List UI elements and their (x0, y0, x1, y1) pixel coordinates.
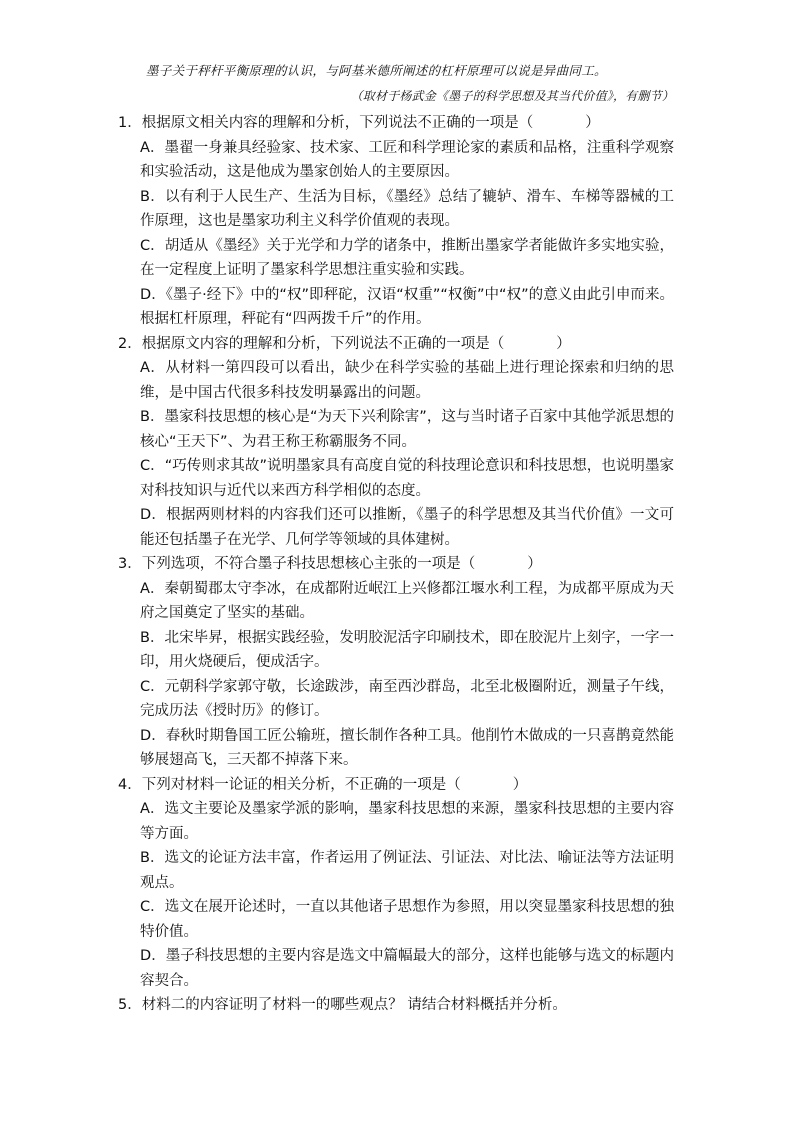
question-stem (118, 773, 674, 798)
option-b: B．北宋毕昇，根据实践经验，发明胶泥活字印刷技术，即在胶泥片上刻字，一字一印，用火烧硬后，便成活字。 (140, 629, 674, 670)
question-stem (118, 993, 674, 1018)
intro-paragraph: 墨子关于秤杆平衡原理的认识，与阿基米德所阐述的杠杆原理可以说是异曲同工。 (146, 63, 607, 78)
option-c: C．元朝科学家郭守敬，长途跋涉，南至西沙群岛，北至北极圈附近，测量子午线，完成历法《授时历》的修订。 (140, 678, 674, 719)
question-stem-text: 4．下列对材料一论证的相关分析，不正确的一项是（ (118, 776, 461, 793)
option-a: A．从材料一第四段可以看出，缺少在科学实验的基础上进行理论探索和归纳的思维，是中国古代很多科技发明暴露出的问题。 (140, 360, 674, 401)
option-c: C．选文在展开论述时，一直以其他诸子思想作为参照，用以突显墨家科技思想的独特价值。 (140, 899, 674, 940)
option-d: D．《墨子·经下》中的“权”即秤砣，汉语“权重”“权衡”中“权”的意义由此引申而来。根据杠杆原理，秤砣有“四两拨千斤”的作用。 (140, 286, 674, 327)
question-stem-text: 2．根据原文内容的理解和分析，下列说法不正确的一项是（ (118, 335, 505, 352)
option-b: B．以有利于人民生产、生活为目标，《墨经》总结了辘轳、滑车、车梯等器械的工作原理，这也是墨家功利主义科学价值观的表现。 (140, 188, 674, 229)
option-b: B．选文的论证方法丰富，作者运用了例证法、引证法、对比法、喻证法等方法证明观点。 (140, 850, 674, 891)
question-1 (118, 111, 674, 332)
question-stem-close: ） (527, 556, 542, 572)
question-stem (118, 332, 674, 357)
exam-page (118, 58, 674, 1018)
question-2 (118, 332, 674, 553)
option-c: C．“巧传则求其故”说明墨家具有高度自觉的科技理论意识和科技思想，也说明墨家对科技知识与近代以来西方科学相似的态度。 (140, 458, 674, 499)
question-3 (118, 552, 674, 773)
option-d: D．根据两则材料的内容我们还可以推断，《墨子的科学思想及其当代价值》一文可能还包括墨子在光学、几何学等领域的具体建树。 (140, 507, 674, 548)
option-c: C．胡适从《墨经》关于光学和力学的诸条中，推断出墨家学者能做许多实地实验，在一定程度上证明了墨家科学思想注重实验和实践。 (140, 237, 674, 278)
question-stem-close: ） (585, 115, 600, 131)
source-citation: （取材于杨武金《墨子的科学思想及其当代价值》，有删节） (350, 89, 674, 103)
option-d: D．春秋时期鲁国工匠公输班，擅长制作各种工具。他削竹木做成的一只喜鹊竟然能够展翅高飞，三天都不掉落下来。 (140, 727, 674, 768)
option-a: A．墨翟一身兼具经验家、技术家、工匠和科学理论家的素质和品格，注重科学观察和实验活动，这是他成为墨家创始人的主要原因。 (140, 139, 674, 180)
option-b: B．墨家科技思想的核心是“为天下兴利除害”，这与当时诸子百家中其他学派思想的核心“王天下”、为君王称王称霸服务不同。 (140, 409, 674, 450)
question-stem-close: ） (556, 335, 571, 352)
question-stem-text: 1．根据原文相关内容的理解和分析，下列说法不正确的一项是（ (118, 115, 534, 131)
question-stem-text: 5．材料二的内容证明了材料一的哪些观点？ 请结合材料概括并分析。 (118, 997, 567, 1013)
option-d: D．墨子科技思想的主要内容是选文中篇幅最大的部分，这样也能够与选文的标题内容契合。 (140, 948, 674, 989)
question-5 (118, 993, 674, 1018)
question-stem (118, 111, 674, 136)
question-stem-text: 3．下列选项，不符合墨子科技思想核心主张的一项是（ (118, 556, 476, 572)
question-stem-close: ） (512, 776, 528, 793)
question-4 (118, 773, 674, 994)
option-a: A．秦朝蜀郡太守李冰，在成都附近岷江上兴修都江堰水利工程，为成都平原成为天府之国奠定了坚实的基础。 (140, 580, 674, 621)
question-stem (118, 552, 674, 577)
option-a: A．选文主要论及墨家学派的影响，墨家科技思想的来源，墨家科技思想的主要内容等方面。 (140, 801, 674, 842)
